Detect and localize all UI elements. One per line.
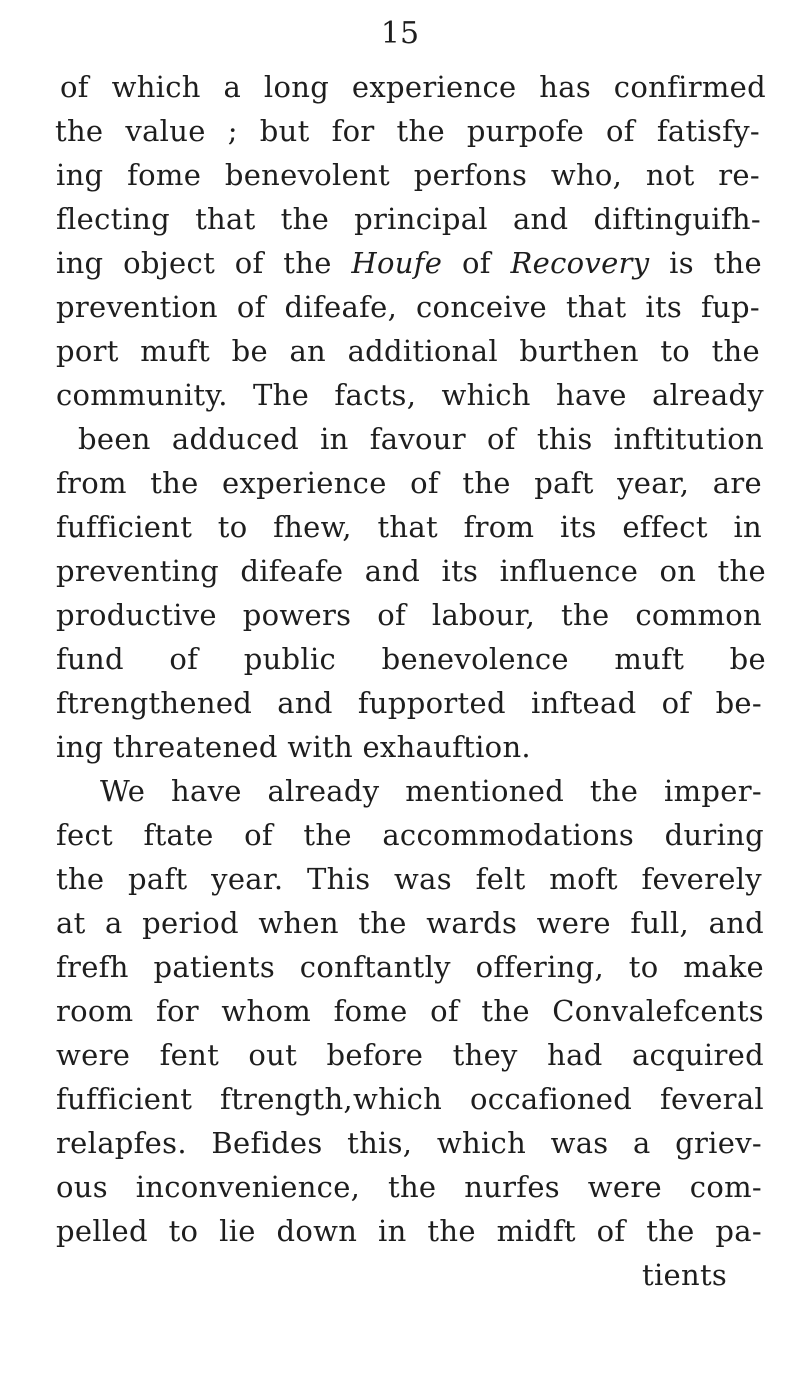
text-line: ing fome benevolent perfons who, not re- <box>56 158 760 192</box>
text-line: prevention of difeafe, conceive that its fup- <box>56 290 760 324</box>
text-line: relapfes. Befides this, which was a griev- <box>56 1126 762 1160</box>
text-line: We have already mentioned the imper- <box>100 774 762 808</box>
text-line: community. The facts, which have already <box>56 378 764 412</box>
text-span: ing object of the <box>56 246 352 280</box>
text-line: tients <box>642 1258 728 1292</box>
text-line <box>56 242 762 284</box>
page-number: 15 <box>380 16 420 51</box>
text-line: the value ; but for the purpofe of fatisfy- <box>55 114 760 148</box>
text-line: the paft year. This was felt moft feverely <box>56 862 762 896</box>
text-line: were fent out before they had acquired <box>56 1038 764 1072</box>
text-line: room for whom fome of the Convalefcents <box>56 994 764 1028</box>
text-line: fufficient ftrength,which occafioned feveral <box>56 1082 764 1116</box>
text-line: productive powers of labour, the common <box>56 598 762 632</box>
text-line: fufficient to fhew, that from its effect in <box>56 510 762 544</box>
text-line: fect ftate of the accommodations during <box>56 818 764 852</box>
text-line: port muft be an additional burthen to the <box>56 334 760 368</box>
text-line: from the experience of the paft year, are <box>56 466 762 500</box>
text-span: of <box>442 246 511 280</box>
text-line: preventing difeafe and its influence on the <box>56 554 766 588</box>
italic-text: Recovery <box>510 246 650 280</box>
text-line: pelled to lie down in the midft of the pa- <box>56 1214 762 1248</box>
text-line: ous inconvenience, the nurfes were com- <box>56 1170 762 1204</box>
text-line: frefh patients conftantly offering, to make <box>56 950 764 984</box>
text-line: flecting that the principal and diftinguifh- <box>56 202 761 236</box>
text-line: at a period when the wards were full, and <box>56 906 764 940</box>
text-line: been adduced in favour of this inftitution <box>78 422 764 456</box>
text-line: ftrengthened and fupported inftead of be- <box>56 686 762 720</box>
italic-text: Houfe <box>351 246 443 280</box>
text-span: is the <box>649 246 762 280</box>
text-line: fund of public benevolence muft be <box>56 642 766 676</box>
text-line: of which a long experience has confirmed <box>60 70 766 104</box>
text-line: ing threatened with exhauftion. <box>56 730 531 764</box>
